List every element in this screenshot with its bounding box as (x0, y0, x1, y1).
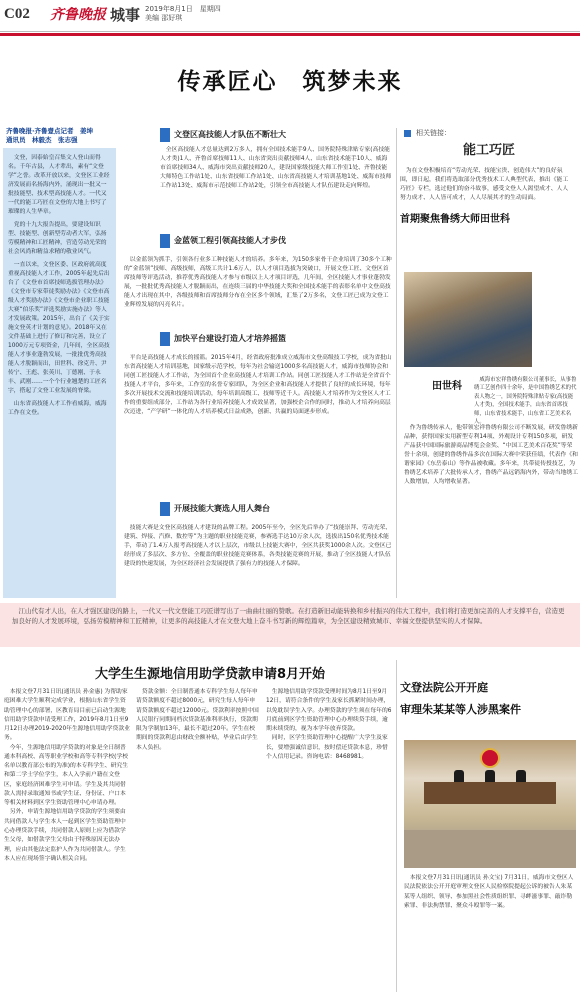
intro-paragraph: 山东省高技能人才工作看威海，威海工作在文登。 (8, 400, 107, 416)
byline (6, 127, 116, 145)
person-story: 作为鲁绣传承人，他带领宏祥鲁绣有限公司不断发展，研发鲁绣新品种，获得国家实用新型专利14项、外观设计专利150多项，研发产品获中国国际旅游商品博览会金奖、“中国工艺美术百花奖”等荣誉十余项，创建的鲁绣作品多次在国际大赛中荣获佳绩，代表作《和谐家园》《东岳泰山》等作品被收藏。多年来，共带徒传授技艺，为鲁绣艺术培养了大批传承人才，鲁绣产品远销海内外，带动当地绣工人数增加，人均增收显著。 (404, 425, 578, 485)
section-name: 城事 (110, 6, 141, 24)
section-body: 以金蓝领为抓手，引领各行业多工种技能人才的培养。多年来，为150多家骨干企业培训了30多个工种的“金蓝领”技师、高级技师，高级工共计1.6万人，以人才项目选拔为突破口，开展文登工匠、文登区首席技师等评选活动，推荐优秀高技能人才参与市级以上人才项目评选，几年间，全区技能人才事业蓬勃发展，一批批优秀高技能人才脱颖而出，在连续三届的中华技能大奖和全国技术能手的表彰名单中文登高技能人才出现在其中，各级技师和首席技师分布在全区多个领域，汇集了2万多名，文登工匠已成为文登工业辉煌发展的闪亮名片。 (124, 257, 392, 308)
page-code: C02 (4, 6, 30, 22)
court-article-body: 本报文登7月31日讯(通讯员 孙文宝) 7月31日，威海市文登区人民法院依法公开开庭审理文登区人民检察院提起公诉的被告人朱某某等人组织、领导、参加黑社会性质组织罪、寻衅滋事罪、敲诈勒索罪、非法拘禁罪、聚众斗殴罪等一案。 (404, 875, 574, 909)
court-emblem (480, 748, 500, 768)
person-bio: 威海市宏祥鲁绣有限公司董事长，从事鲁绣工艺创作四十余年，是中国鲁绣艺术的代表人物之一，国务院特殊津贴专家(高技能人才类)，全国技术能手，山东省首席技师，山东省技术能手，山东省工艺美术名人。 (474, 377, 577, 425)
editor-credit: 美编 邵好琪 (145, 14, 183, 23)
article-paragraph: 今年，生源地信用助学贷款的对象是全日制普通本科高校、高等职业学校和高等专科学校(学校名单以教育部公布的为准)的本专科学生、研究生和第二学士学位学生，本人入学前户籍在文登区，家庭经济困难学生可申请。学生及其共同借款人需持录取通知书或学生证、身份证、户口本等相关材料到区学生资助管理中心申请办理。 (4, 744, 128, 807)
page-header (0, 0, 580, 32)
date-line (145, 5, 221, 23)
intro-paragraph: 一直以来，文登区委、区政府就高度重视高技能人才工作，2005年起先后出台了《文登市首席技师选拔管理办法》《文登市专家带徒奖励办法》《文登市高级人才奖励办法》《文登市企业职工技能大赛“伯乐奖”评选奖励实施办法》等人才发展政策。2015年，出台了《关于实施文登英才计划的意见》。2018年又在文件基础上进行了修订和完善，设立了1000万元专项资金，几年间，全区高技能人才事业蓬勃发展，一批批优秀高技能人才脱颖而出，田世科、徐克升、尹传宁、王彪、张英川、丁德刚、于永丰、武刚……一个个行业翘楚的工匠名字，搭起了文登工业发展的脊梁。 (8, 261, 110, 394)
article-body-col1 (4, 688, 130, 992)
section-heading: 开展技能大赛选人用人舞台 (160, 502, 270, 516)
column-title: 能工巧匠 (462, 143, 515, 159)
section-body: 全区高技能人才总量达到2万多人，拥有全国技术能手9人、国务院特殊津贴专家(高技能人才类)1人、齐鲁首席技师11人、山东省突出贡献技师4人、山东省技术能手10人、威海市首席技师34人、威海市突出贡献技师20人，建设国家级技能大师工作室1处、齐鲁技能大师特色工作站1处、山东省技师工作站1处、山东省高技能人才培训基地1处、威海市技师工作站13处、威海市示范技师工作站2处，引领全市高技能人才队伍建设走向辉煌。 (160, 147, 392, 189)
article-headline: 大学生生源地信用助学贷款申请8月开始 (94, 667, 326, 682)
article-paragraph: 贷款金额：全日制普通本专科学生每人每年申请贷款额度不超过8000元，研究生每人每年申请贷款额度不超过12000元。贷款利率按照中国人民银行同期同档次贷款基准利率执行，贷款期限为学制加13年，最长不超过20年。学生在校期间的贷款利息由财政全额补贴，毕业后由学生本人负担。 (136, 689, 259, 751)
closing-text: 江山代有才人出，在人才强区建设的路上，一代又一代文登能工巧匠谱写出了一曲曲壮丽的赞歌。在打造新旧动能转换和乡村振兴的伟大工程中，我们将打造更加完善的人才支撑平台，营造更加良好的人才发展环境，弘扬劳模精神和工匠精神，让更多的高技能人才在文登大地上奋斗书写新的辉煌篇章，为全区建设精致城市、幸福文登提供坚实的人才保障。 (12, 607, 565, 626)
judge-bench (424, 782, 556, 804)
section-heading: 金蓝领工程引领高技能人才步伐 (160, 234, 286, 248)
byline-reporter: 齐鲁晚报·齐鲁壹点记者 姜坤 (6, 127, 93, 135)
court-headline-line2: 审理朱某某等人涉黑案件 (400, 702, 521, 716)
portrait-photo (404, 272, 532, 367)
paper-logo: 齐鲁晚报 (50, 7, 106, 23)
related-link-tag: 相关链接： (400, 128, 578, 138)
article-body-col2 (136, 688, 260, 992)
person-name: 田世科 (432, 381, 462, 392)
court-headline (400, 680, 575, 718)
court-headline-line1: 文登法院公开开庭 (400, 681, 488, 694)
column-intro: 为在文登积极培育“劳动光荣、技能宝贵、创造伟大”的良好氛围，即日起，我们将选取部分优秀技术工人典型代表，推出《能工巧匠》专栏，选过他们的奋斗故事，感受文登人人渴望成才、人人努力成才、人人皆可成才，人人尽展其才的生动局面。 (400, 167, 569, 201)
article-lead: 本报文登7月31日讯(通讯员 孙金惠) 为帮助家庭困难大学生顺利完成学业，根据山东省学生资助管理中心的部署，区教育局目前已启动生源地信用助学贷款申请受理工作，2019年8月1日至9月12日办理2019-2020年生源地信用助学贷款业务。 (4, 689, 130, 742)
section-heading: 文登区高技能人才队伍不断壮大 (160, 128, 286, 142)
courtroom-floor (404, 830, 576, 868)
section-heading: 加快平台建设打造人才培养摇篮 (160, 332, 286, 346)
section-body: 平台是高技能人才成长的摇篮。2015年4月，经省政府批准成立威海市文登高级技工学校，成为省批山东省高技能人才培训基地，国家级示范学校，每年为社会输送1000多名高技能人才，威海市技师协会和同创工匠技能人才工作站，为全国首个企业高技能人才培训工作站。同创工匠技能人才工作站是全省首个技能人才平台，多年来，工作室的名誉专家团队，为全区企业和高技能人才提供了良好的成长环境，每年多次开展技术交流和技能培训活动，每年培训高级工、技师等近千人。高技能人才培养作为文登区人才工作的重要组成部分，工作站为各行业培养技能人才成效显著，加强校企合作的同时，推动人才培养向高层次迈进，“产学研”一体化的人才培养模式日益成熟，创新、共赢的局面逐步形成。 (124, 355, 392, 415)
article-paragraph: 同时，区学生资助管理中心提醒广大学生及家长，要增强诚信意识，按时偿还贷款本息，珍惜个人信用记录。咨询电话：8468981。 (266, 735, 388, 760)
byline-correspondent: 通讯员 林毅杰 张志强 (6, 135, 78, 144)
issue-date: 2019年8月1日 星期四 (145, 5, 221, 13)
intro-column (3, 148, 116, 598)
article-body-col3 (266, 688, 392, 992)
main-headline: 传承匠心 筑梦未来 (177, 69, 403, 95)
column-divider (396, 660, 397, 992)
intro-paragraph: 党的十九大报告提出，要建设知识型、技能型、创新型劳动者大军，弘扬劳模精神和工匠精神，营造劳动光荣的社会风尚和精益求精的敬业风气。 (8, 221, 107, 255)
section-body: 技能大赛是文登区高技能人才建设的品牌工程。2005年至今，全区先后举办了“技能崇拜、劳动光荣、建筑、焊接、汽修、数控等”为主题的职业技能竞赛，参赛选手达10万余人次，选拔出150名优秀技术能手，带动了1.4万人报考高技能人才以上层次，市级以上技能大赛中，全区共获奖1000余人次。文登区已经形成了多层次、多方位、全覆盖的职业技能竞赛体系，各类技能竞赛的开展，推动了全区技能人才队伍建设的快速发展，为全区经济社会发展提供了强有力的技能人才保障。 (124, 525, 392, 567)
related-sidebar (400, 128, 578, 227)
column-divider (396, 128, 397, 598)
courtroom-photo (404, 740, 576, 868)
closing-band (0, 603, 580, 647)
header-rule (0, 33, 580, 36)
article-paragraph: 生源地信用助学贷款受理时间为8月1日至9月12日，请符合条件的学生及家长抓紧时间办理，以免耽误学生入学。办理贷款的学生须在每年的6月底前到区学生资助管理中心办理续贷手续，逾期未续贷的，视为本学年放弃贷款。 (266, 689, 392, 733)
article-paragraph: 另外，申请生源地信用助学贷款的学生须要由共同借款人与学生本人一起到区学生资助管理中心办理贷款手续，共同借款人原则上应为借款学生父母，如借款学生父母由于特殊原因无法办理，应由其他法定监护人作为共同借款人。学生本人应在现场签字确认相关合同。 (4, 809, 126, 862)
feature-title: 首期聚焦鲁绣大师田世科 (400, 213, 510, 225)
intro-paragraph: 文登，因泰始皇召集文人登山而得名。千年古县，人才辈出，素有“文登学”之誉。改革开放以来，文登区工业经济发展而名扬海内外，涌现出一批又一批技能型、技术型高技能人才。一代又一代的能工巧匠在文登的大地上书写了璀璨的人生华章。 (8, 155, 110, 215)
